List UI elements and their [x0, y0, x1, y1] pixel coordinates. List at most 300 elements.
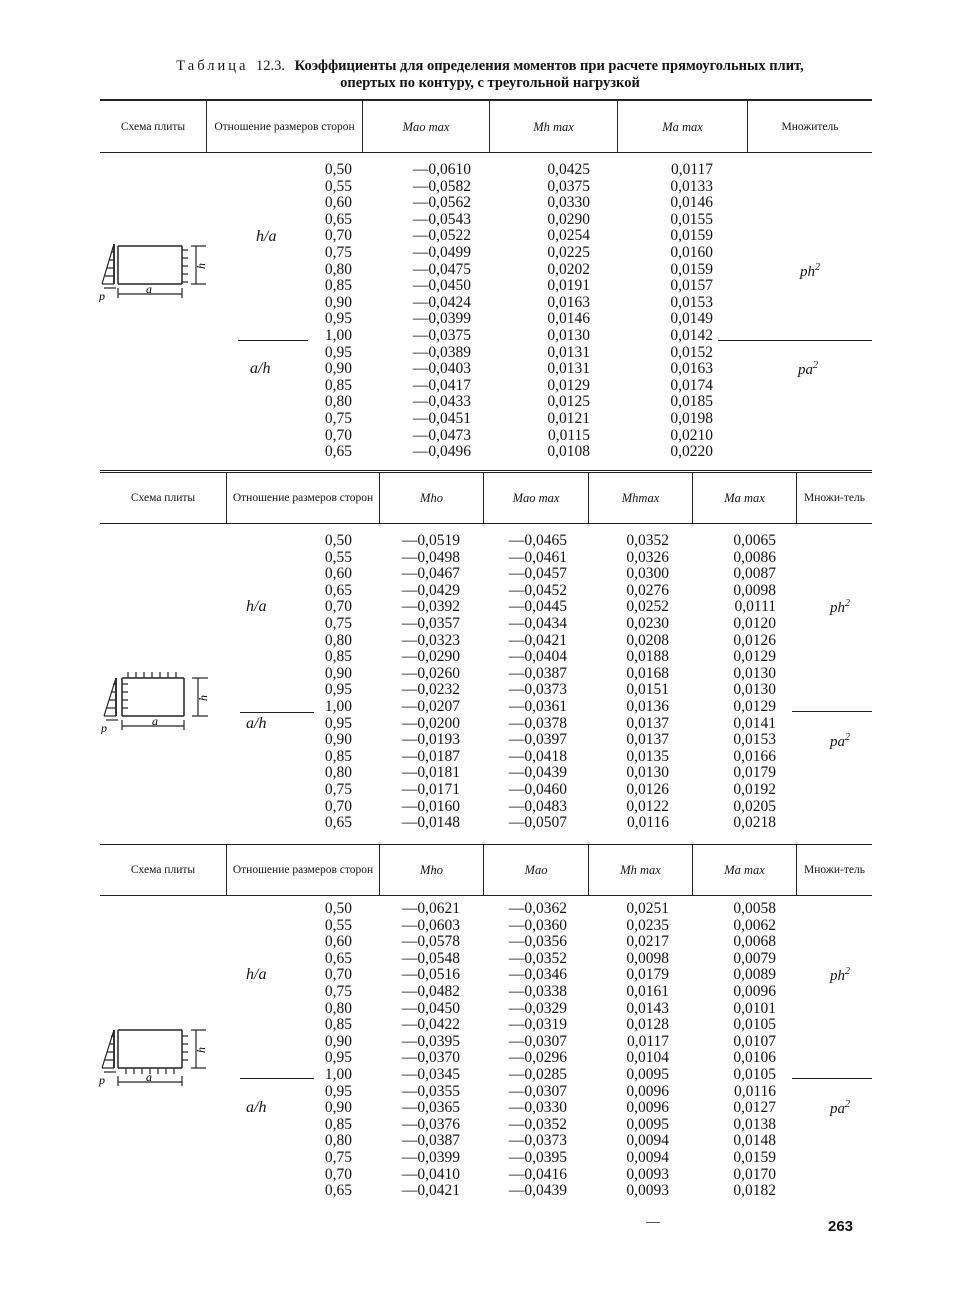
table-cell: 0,0108	[547, 443, 590, 461]
header-col-1	[380, 845, 483, 895]
table-cell: —0,0395	[401, 1032, 460, 1050]
table-cell: 0,0094	[626, 1132, 669, 1150]
exponent: 2	[845, 732, 850, 743]
table-cell: 0,65	[324, 814, 352, 832]
table-cell: —0,0323	[401, 631, 460, 649]
table-cell: 0,0425	[547, 161, 590, 178]
table-cell: 0,0130	[733, 681, 776, 699]
table-cell: 0,60	[324, 194, 352, 212]
table-cell: 0,0089	[733, 966, 776, 984]
table-cell: 0,0159	[670, 227, 713, 245]
table-cell: —0,0445	[508, 598, 567, 616]
table-cell: 0,55	[324, 916, 352, 934]
table-cell: 0,0153	[670, 293, 713, 311]
header-col-1-text: Mho	[420, 863, 443, 877]
table-cell: —0,0498	[401, 548, 460, 566]
table-cell: 0,95	[324, 343, 352, 361]
table-cell: 0,0192	[733, 780, 776, 798]
table-cell: 0,0217	[626, 933, 669, 951]
table-cell: 0,0141	[733, 714, 776, 732]
table-cell: —0,0356	[508, 933, 567, 951]
table-cell: —0,0548	[401, 949, 460, 967]
table-cell: —0,0429	[401, 581, 460, 599]
table-cell: 0,0174	[670, 376, 713, 394]
col-3-values	[605, 901, 669, 1200]
table-1-bottom-rule	[100, 470, 872, 471]
table-cell: 0,0130	[626, 764, 669, 782]
table-cell: 0,0148	[733, 1132, 776, 1150]
table-cell: —0,0467	[401, 565, 460, 583]
table-cell: 0,90	[324, 731, 352, 749]
table-cell: 0,85	[324, 747, 352, 765]
table-cell: 0,0093	[626, 1182, 669, 1200]
table-cell: 0,0122	[626, 797, 669, 815]
header-ratio: Отношение размеров сторон	[214, 120, 355, 133]
table-cell: 0,0352	[626, 532, 669, 549]
header-col-2-text: Mао max	[512, 491, 560, 505]
table-cell: —0,0452	[508, 581, 567, 599]
table-cell: 0,0065	[733, 532, 776, 549]
label-p: p	[99, 289, 105, 302]
table-cell: —0,0482	[401, 982, 460, 1000]
table-cell: 0,70	[324, 598, 352, 616]
multiplier-ph2	[830, 598, 850, 617]
table-cell: 0,85	[324, 648, 352, 666]
table-cell: 0,0117	[670, 161, 713, 178]
header-multiplier: Множи-тель	[804, 492, 865, 504]
table-cell: 0,0093	[626, 1165, 669, 1183]
table-cell: —0,0433	[412, 393, 471, 411]
table-cell: —0,0285	[508, 1065, 567, 1083]
exponent: 2	[845, 1099, 850, 1110]
table-cell: 0,75	[324, 780, 352, 798]
table-cell: —0,0397	[508, 731, 567, 749]
table-cell: 0,75	[324, 409, 352, 427]
table-cell: 0,50	[324, 532, 352, 549]
table-cell: —0,0319	[508, 1016, 567, 1034]
col-1-values	[380, 901, 460, 1200]
table-cell: —0,0483	[508, 797, 567, 815]
table-cell: —0,0362	[508, 900, 567, 917]
table-cell: 0,0129	[733, 648, 776, 666]
col-1-values	[380, 533, 460, 832]
col-4-values	[710, 533, 776, 832]
ratio-separator	[240, 712, 314, 713]
table-cell: —0,0460	[508, 780, 567, 798]
table-cell: 0,95	[324, 310, 352, 328]
table-cell: 0,0179	[733, 764, 776, 782]
ratio-separator	[238, 340, 308, 341]
table-cell: 0,80	[324, 1132, 352, 1150]
table-cell: 0,0105	[733, 1016, 776, 1034]
label-a: a	[146, 1070, 152, 1084]
multiplier-pa: pa	[830, 734, 845, 750]
table-cell: 0,0126	[733, 631, 776, 649]
table-cell: —0,0417	[412, 376, 471, 394]
table-cell: 0,0151	[626, 681, 669, 699]
table-cell: 0,75	[324, 243, 352, 261]
table-cell: 0,0115	[547, 426, 590, 444]
col-4-values	[710, 901, 776, 1200]
table-cell: —0,0410	[401, 1165, 460, 1183]
header-col-3	[589, 473, 692, 523]
table-caption	[100, 58, 880, 92]
table-cell: —0,0424	[412, 293, 471, 311]
ratio-values	[290, 901, 352, 1200]
table-cell: —0,0352	[508, 1115, 567, 1133]
table-cell: —0,0473	[412, 426, 471, 444]
table-cell: —0,0395	[508, 1148, 567, 1166]
table-cell: 0,70	[324, 797, 352, 815]
table-cell: —0,0439	[508, 764, 567, 782]
ratio-separator	[240, 1078, 314, 1079]
table-cell: 0,0133	[670, 177, 713, 195]
header-scheme: Схема плиты	[130, 492, 196, 504]
table-cell: 0,0330	[547, 194, 590, 212]
table-cell: 0,0143	[626, 999, 669, 1017]
label-a: a	[152, 714, 158, 728]
table-cell: 0,95	[324, 1049, 352, 1067]
table-cell: 0,0095	[626, 1115, 669, 1133]
table-cell: —0,0543	[412, 210, 471, 228]
table-cell: 0,0098	[733, 581, 776, 599]
table-cell: 0,0161	[626, 982, 669, 1000]
table-cell: —0,0392	[401, 598, 460, 616]
table-cell: 0,0251	[626, 900, 669, 917]
table-cell: —0,0562	[412, 194, 471, 212]
table-cell: —0,0387	[508, 664, 567, 682]
col-2-values	[485, 533, 567, 832]
exponent: 2	[813, 360, 818, 371]
ratio-label-ah: a/h	[246, 715, 267, 732]
table-cell: —0,0345	[401, 1065, 460, 1083]
table-cell: —0,0373	[508, 1132, 567, 1150]
table-cell: 0,0098	[626, 949, 669, 967]
table-cell: —0,0422	[401, 1016, 460, 1034]
table-cell: 0,0128	[626, 1016, 669, 1034]
plate-scheme-1	[96, 236, 216, 302]
label-h: h	[194, 263, 208, 269]
table-cell: —0,0373	[508, 681, 567, 699]
table-cell: 0,0106	[733, 1049, 776, 1067]
table-cell: 0,0163	[670, 360, 713, 378]
table-cell: —0,0434	[508, 614, 567, 632]
header-col-2-text: Mh max	[533, 119, 574, 134]
table-cell: 0,60	[324, 565, 352, 583]
table-cell: —0,0307	[508, 1032, 567, 1050]
table-cell: 0,50	[324, 161, 352, 178]
table-cell: —0,0516	[401, 966, 460, 984]
table-cell: —0,0399	[401, 1148, 460, 1166]
table-cell: —0,0360	[508, 916, 567, 934]
table-cell: —0,0457	[508, 565, 567, 583]
header-multiplier: Множитель	[781, 120, 839, 133]
table-cell: 0,0225	[547, 243, 590, 261]
header-col-3	[589, 845, 692, 895]
table-cell: —0,0355	[401, 1082, 460, 1100]
table-cell: 0,75	[324, 614, 352, 632]
header-col-4	[693, 473, 796, 523]
table-cell: —0,0496	[412, 443, 471, 461]
table-cell: 0,0375	[547, 177, 590, 195]
table-cell: 0,80	[324, 764, 352, 782]
table-cell: 0,0157	[670, 277, 713, 295]
table-cell: —0,0578	[401, 933, 460, 951]
table-cell: 0,0121	[547, 409, 590, 427]
table-cell: —0,0475	[412, 260, 471, 278]
table-cell: 0,0138	[733, 1115, 776, 1133]
label-p: p	[101, 721, 107, 734]
col-3-values	[645, 162, 713, 461]
table-cell: 0,0159	[670, 260, 713, 278]
table-cell: 0,0079	[733, 949, 776, 967]
table-cell: 0,0130	[733, 664, 776, 682]
table-cell: 0,0153	[733, 731, 776, 749]
label-h: h	[196, 695, 210, 701]
table-cell: 0,90	[324, 360, 352, 378]
table-cell: —0,0296	[508, 1049, 567, 1067]
header-multiplier: Множи-тель	[804, 864, 865, 876]
multiplier-ph: ph	[830, 600, 845, 616]
header-col-4-text: Mа max	[724, 863, 765, 877]
header-col-3	[618, 101, 747, 152]
table-2-header-rule	[100, 523, 872, 524]
table-cell: 0,75	[324, 1148, 352, 1166]
table-cell: 0,0130	[547, 326, 590, 344]
table-cell: 0,95	[324, 1082, 352, 1100]
ratio-label-ha: h/a	[256, 228, 277, 245]
page-number: 263	[828, 1218, 854, 1235]
table-cell: 0,0252	[626, 598, 669, 616]
caption-number: 12.3.	[256, 58, 286, 74]
table-cell: —0,0610	[412, 161, 471, 178]
table-cell: 0,0220	[670, 443, 713, 461]
table-cell: 0,0105	[733, 1065, 776, 1083]
table-cell: 0,0208	[626, 631, 669, 649]
table-cell: 0,0094	[626, 1148, 669, 1166]
table-cell: 0,90	[324, 1032, 352, 1050]
label-a: a	[146, 282, 152, 296]
table-cell: —0,0404	[508, 648, 567, 666]
ratio-values	[290, 533, 352, 832]
table-cell: —0,0365	[401, 1099, 460, 1117]
exponent: 2	[845, 966, 850, 977]
table-cell: 0,0152	[670, 343, 713, 361]
plate-scheme-3	[96, 1024, 216, 1090]
table-cell: 0,0218	[733, 814, 776, 832]
ratio-label-ha: h/a	[246, 598, 267, 615]
table-cell: —0,0260	[401, 664, 460, 682]
table-cell: —0,0171	[401, 780, 460, 798]
table-cell: —0,0361	[508, 697, 567, 715]
header-col-4	[693, 845, 796, 895]
table-cell: 0,0135	[626, 747, 669, 765]
multiplier-separator	[792, 711, 872, 712]
multiplier-ph2	[800, 262, 820, 281]
table-cell: 0,0131	[547, 360, 590, 378]
table-cell: 0,0230	[626, 614, 669, 632]
table-cell: —0,0603	[401, 916, 460, 934]
col-2-values	[520, 162, 590, 461]
table-cell: 0,0188	[626, 648, 669, 666]
table-cell: 0,0235	[626, 916, 669, 934]
table-cell: 0,0142	[670, 326, 713, 344]
table-cell: —0,0450	[412, 277, 471, 295]
table-cell: 0,80	[324, 631, 352, 649]
table-cell: —0,0181	[401, 764, 460, 782]
ratio-values	[290, 162, 352, 461]
table-3-header-rule	[100, 895, 872, 896]
table-cell: 0,0104	[626, 1049, 669, 1067]
table-cell: —0,0451	[412, 409, 471, 427]
table-cell: 0,0129	[733, 697, 776, 715]
table-cell: —0,0376	[401, 1115, 460, 1133]
multiplier-pa2	[830, 1099, 850, 1118]
table-cell: —0,0465	[508, 532, 567, 549]
table-cell: 0,0126	[626, 780, 669, 798]
table-cell: —0,0399	[412, 310, 471, 328]
table-cell: 0,0170	[733, 1165, 776, 1183]
table-cell: —0,0193	[401, 731, 460, 749]
header-col-3-text: Mh max	[620, 863, 661, 877]
ratio-label-ha: h/a	[246, 966, 267, 983]
table-cell: —0,0416	[508, 1165, 567, 1183]
table-cell: 0,0198	[670, 409, 713, 427]
table-cell: —0,0421	[401, 1182, 460, 1200]
exponent: 2	[815, 262, 820, 273]
table-cell: 0,0127	[733, 1099, 776, 1117]
col-2-values	[485, 901, 567, 1200]
table-cell: 0,85	[324, 277, 352, 295]
col-3-values	[605, 533, 669, 832]
table-cell: —0,0232	[401, 681, 460, 699]
table-cell: 0,85	[324, 376, 352, 394]
table-cell: 0,0087	[733, 565, 776, 583]
table-cell: —0,0330	[508, 1099, 567, 1117]
table-cell: —0,0621	[401, 900, 460, 917]
exponent: 2	[845, 598, 850, 609]
table-cell: 0,75	[324, 982, 352, 1000]
table-cell: 0,70	[324, 426, 352, 444]
table-cell: 0,0062	[733, 916, 776, 934]
table-cell: —0,0389	[412, 343, 471, 361]
table-cell: 0,0205	[733, 797, 776, 815]
table-1-header-rule	[100, 152, 872, 153]
table-cell: 0,0290	[547, 210, 590, 228]
table-cell: 0,95	[324, 714, 352, 732]
label-p: p	[99, 1073, 105, 1087]
header-scheme: Схема плиты	[120, 120, 186, 133]
table-cell: 0,0096	[626, 1082, 669, 1100]
table-cell: —0,0290	[401, 648, 460, 666]
table-cell: 0,0160	[670, 243, 713, 261]
plate-scheme-2	[98, 664, 218, 734]
table-cell: 0,50	[324, 900, 352, 917]
table-cell: 0,90	[324, 293, 352, 311]
table-cell: 1,00	[324, 697, 352, 715]
table-cell: 0,95	[324, 681, 352, 699]
table-cell: —0,0499	[412, 243, 471, 261]
multiplier-pa: pa	[830, 1101, 845, 1117]
multiplier-ph2	[830, 966, 850, 985]
footer-dash	[646, 1222, 660, 1223]
table-cell: —0,0507	[508, 814, 567, 832]
table-cell: 0,0159	[733, 1148, 776, 1166]
ratio-label-ah: a/h	[250, 360, 271, 377]
header-col-2-text: Mао	[524, 863, 548, 877]
col-1-values	[385, 162, 471, 461]
table-cell: 0,0120	[733, 614, 776, 632]
table-cell: 0,80	[324, 393, 352, 411]
table-cell: —0,0187	[401, 747, 460, 765]
table-cell: 0,70	[324, 227, 352, 245]
table-cell: 0,0254	[547, 227, 590, 245]
table-cell: —0,0200	[401, 714, 460, 732]
table-cell: 0,0168	[626, 664, 669, 682]
table-cell: —0,0338	[508, 982, 567, 1000]
header-ratio: Отношение размеров сторон	[232, 492, 374, 504]
caption-line-1	[100, 58, 880, 75]
table-cell: 0,0149	[670, 310, 713, 328]
table-cell: —0,0307	[508, 1082, 567, 1100]
table-cell: 0,65	[324, 949, 352, 967]
table-cell: 0,0131	[547, 343, 590, 361]
table-cell: 0,0116	[626, 814, 669, 832]
table-cell: —0,0387	[401, 1132, 460, 1150]
table-cell: 0,85	[324, 1016, 352, 1034]
header-col-1	[363, 101, 489, 152]
multiplier-ph: ph	[830, 968, 845, 984]
table-cell: 0,80	[324, 999, 352, 1017]
table-cell: —0,0519	[401, 532, 460, 549]
caption-title-line-1: Коэффициенты для определения моментов при расчете прямоугольных плит,	[294, 58, 804, 74]
header-col-1	[380, 473, 483, 523]
table-cell: —0,0582	[412, 177, 471, 195]
table-cell: —0,0160	[401, 797, 460, 815]
table-cell: 0,0095	[626, 1065, 669, 1083]
table-cell: 0,0086	[733, 548, 776, 566]
label-h: h	[194, 1047, 208, 1053]
table-cell: 0,0117	[626, 1032, 669, 1050]
table-cell: 0,0179	[626, 966, 669, 984]
multiplier-pa: pa	[798, 362, 813, 378]
table-cell: 0,0166	[733, 747, 776, 765]
multiplier-separator	[718, 340, 872, 341]
table-cell: 0,65	[324, 1182, 352, 1200]
table-cell: —0,0370	[401, 1049, 460, 1067]
table-cell: 0,0136	[626, 697, 669, 715]
header-col-3-text: Mhmax	[621, 491, 660, 505]
table-cell: 0,60	[324, 933, 352, 951]
table-cell: 0,70	[324, 1165, 352, 1183]
table-cell: 0,55	[324, 177, 352, 195]
header-col-1-text: Mho	[420, 491, 443, 505]
header-col-2	[490, 101, 617, 152]
header-col-1-text: Mао max	[402, 119, 450, 134]
table-cell: 0,65	[324, 210, 352, 228]
table-cell: 0,0101	[733, 999, 776, 1017]
multiplier-separator	[792, 1078, 872, 1079]
table-cell: 0,0111	[734, 598, 776, 616]
table-cell: 0,0137	[626, 731, 669, 749]
table-cell: 0,80	[324, 260, 352, 278]
table-cell: 0,0202	[547, 260, 590, 278]
table-cell: 0,70	[324, 966, 352, 984]
table-cell: 0,0210	[670, 426, 713, 444]
table-cell: —0,0329	[508, 999, 567, 1017]
caption-title-line-2: опертых по контуру, с треугольной нагрузкой	[340, 75, 640, 91]
table-cell: 0,90	[324, 664, 352, 682]
